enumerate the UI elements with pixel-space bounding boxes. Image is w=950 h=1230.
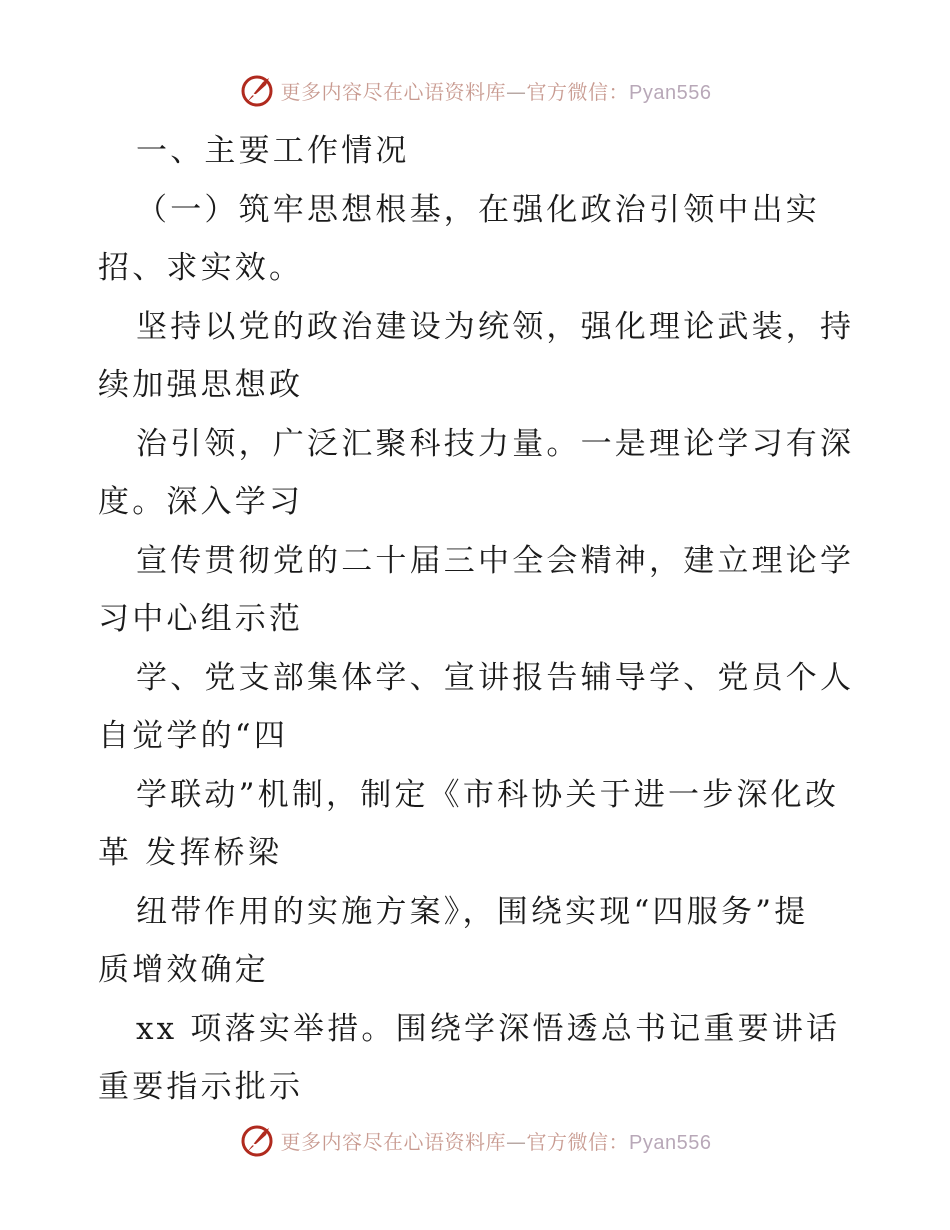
text-line: 一、主要工作情况 bbox=[136, 133, 410, 169]
quill-logo-icon bbox=[239, 1122, 275, 1158]
watermark-text: 更多内容尽在心语资料库—官方微信：Pyan556 bbox=[280, 1129, 712, 1154]
text-line: （一）筑牢思想根基，在强化政治引领中出实 bbox=[136, 191, 820, 228]
text-line: 质增效确定 bbox=[98, 952, 269, 988]
text-line: 续加强思想政 bbox=[98, 367, 304, 403]
text-line: 学联动”机制，制定《市科协关于进一步深化改 bbox=[136, 776, 840, 813]
document-body bbox=[98, 122, 858, 1117]
text-line: 度。深入学习 bbox=[98, 484, 304, 520]
text-line: xx 项落实举措。围绕学深悟透总书记重要讲话 bbox=[136, 1010, 841, 1047]
text-line: 宣传贯彻党的二十届三中全会精神，建立理论学 bbox=[136, 542, 855, 579]
watermark-header bbox=[0, 70, 950, 110]
text-line: 招、求实效。 bbox=[98, 250, 304, 286]
text-line: 自觉学的“四 bbox=[98, 718, 289, 754]
watermark-text: 更多内容尽在心语资料库—官方微信：Pyan556 bbox=[280, 79, 712, 104]
text-line: 纽带作用的实施方案》，围绕实现“四服务”提 bbox=[136, 893, 809, 930]
quill-logo-icon bbox=[239, 72, 275, 108]
text-line: 革 发挥桥梁 bbox=[98, 835, 283, 871]
text-line: 治引领，广泛汇聚科技力量。一是理论学习有深 bbox=[136, 425, 855, 462]
watermark-footer bbox=[0, 1120, 950, 1160]
text-line: 习中心组示范 bbox=[98, 601, 304, 637]
text-line: 学、党支部集体学、宣讲报告辅导学、党员个人 bbox=[136, 659, 855, 696]
text-line: 重要指示批示 bbox=[98, 1069, 304, 1105]
text-line: 坚持以党的政治建设为统领，强化理论武装，持 bbox=[136, 308, 855, 345]
